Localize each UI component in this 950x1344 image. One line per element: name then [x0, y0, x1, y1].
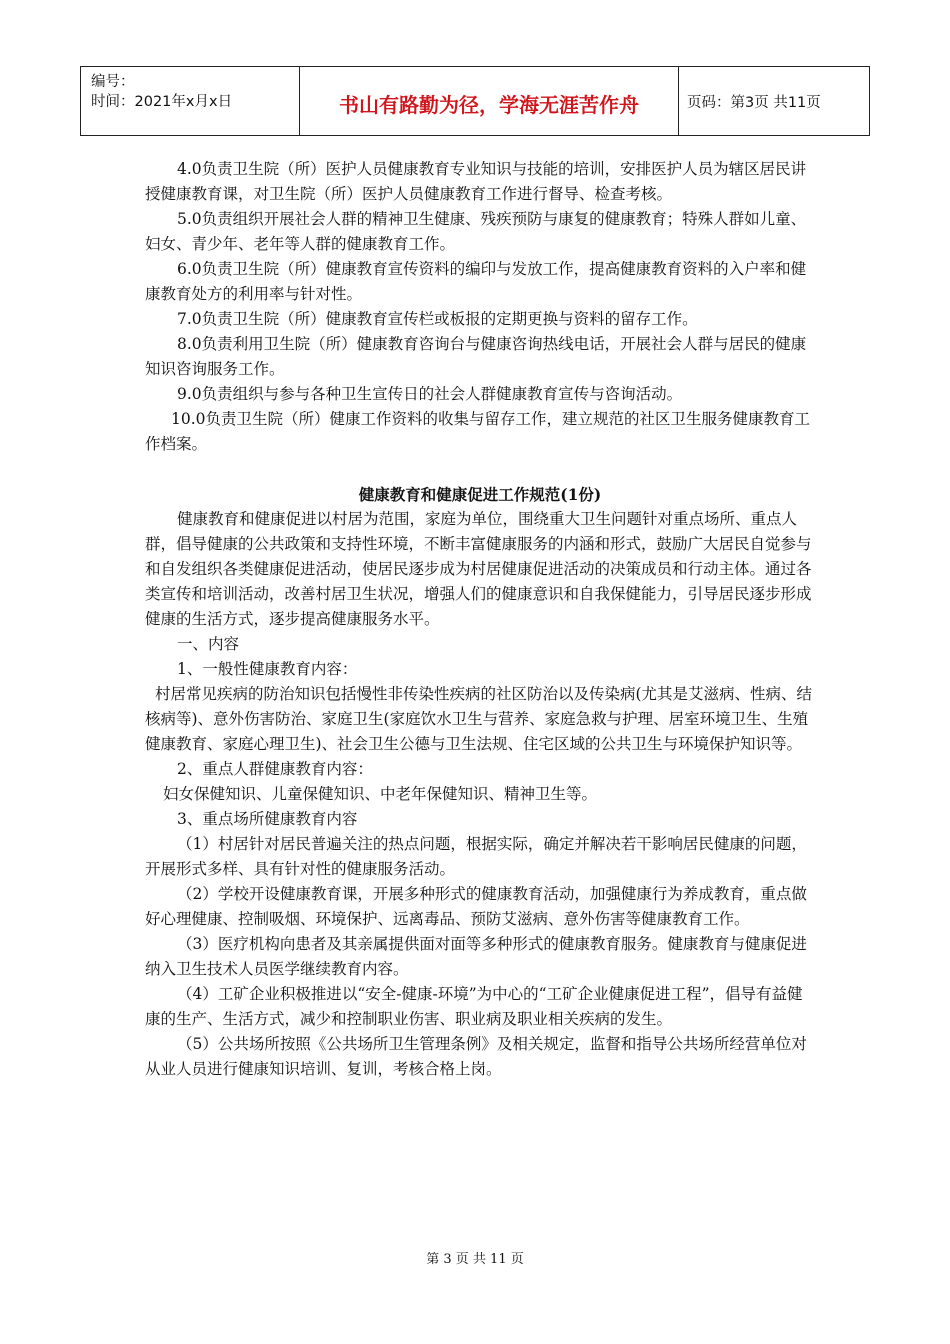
paragraph: 10.0负责卫生院（所）健康工作资料的收集与留存工作，建立规范的社区卫生服务健康教育工作档案。	[145, 410, 811, 453]
paragraph: 村居常见疾病的防治知识包括慢性非传染性疾病的社区防治以及传染病(尤其是艾滋病、性病、结核病等)、意外伤害防治、家庭卫生(家庭饮水卫生与营养、家庭急救与护理、居室环境卫生、生殖健康教育、家庭心理卫生)、社会卫生公德与卫生法规、住宅区域的公共卫生与环境保护知识等。	[145, 685, 813, 753]
paragraph: 7.0负责卫生院（所）健康教育宣传栏或板报的定期更换与资料的留存工作。	[177, 310, 698, 328]
paragraph: 4.0负责卫生院（所）医护人员健康教育专业知识与技能的培训，安排医护人员为辖区居民讲授健康教育课，对卫生院（所）医护人员健康教育工作进行督导、检查考核。	[145, 160, 807, 203]
paragraph: 9.0负责组织与参与各种卫生宣传日的社会人群健康教育宣传与咨询活动。	[177, 385, 683, 403]
document-header	[80, 66, 870, 136]
heading-content: 一、内容	[177, 635, 240, 653]
subheading: 3、重点场所健康教育内容	[177, 810, 358, 828]
paragraph: （2）学校开设健康教育课，开展多种形式的健康教育活动，加强健康行为养成教育，重点做好心理健康、控制吸烟、环境保护、远离毒品、预防艾滋病、意外伤害等健康教育工作。	[145, 885, 807, 928]
paragraph: 6.0负责卫生院（所）健康教育宣传资料的编印与发放工作，提高健康教育资料的入户率和健康教育处方的利用率与针对性。	[145, 260, 807, 303]
paragraph: （4）工矿企业积极推进以“安全-健康-环境”为中心的“工矿企业健康促进工程”，倡导有益健康的生产、生活方式，减少和控制职业伤害、职业病及职业相关疾病的发生。	[145, 985, 803, 1028]
subheading: 1、一般性健康教育内容：	[177, 660, 358, 678]
paragraph: （1）村居针对居民普遍关注的热点问题，根据实际，确定并解决若干影响居民健康的问题，开展形式多样、具有针对性的健康服务活动。	[145, 835, 807, 878]
paragraph: （5）公共场所按照《公共场所卫生管理条例》及相关规定，监督和指导公共场所经营单位对从业人员进行健康知识培训、复训，考核合格上岗。	[145, 1035, 807, 1078]
paragraph: 健康教育和健康促进以村居为范围，家庭为单位，围绕重大卫生问题针对重点场所、重点人群，倡导健康的公共政策和支持性环境，不断丰富健康服务的内涵和形式，鼓励广大居民自觉参与和自发组织各类健康促进活动，使居民逐步成为村居健康促进活动的决策成员和行动主体。通过各类宣传和培训活动，改善村居卫生状况，增强人们的健康意识和自我保健能力，引导居民逐步形成健康的生活方式，逐步提高健康服务水平。	[145, 510, 812, 628]
document-body	[145, 157, 815, 1082]
header-meta	[81, 67, 300, 135]
header-time: 时间：2021年x月x日	[91, 94, 233, 110]
paragraph: 5.0负责组织开展社会人群的精神卫生健康、残疾预防与康复的健康教育；特殊人群如儿童、妇女、青少年、老年等人群的健康教育工作。	[145, 210, 807, 253]
paragraph: 妇女保健知识、儿童保健知识、中老年保健知识、精神卫生等。	[163, 785, 598, 803]
paragraph: （3）医疗机构向患者及其亲属提供面对面等多种形式的健康教育服务。健康教育与健康促进纳入卫生技术人员医学继续教育内容。	[145, 935, 807, 978]
subheading: 2、重点人群健康教育内容：	[177, 760, 373, 778]
section-title: 健康教育和健康促进工作规范(1份)	[358, 485, 602, 504]
page-footer: 第 3 页 共 11 页	[426, 1252, 524, 1267]
header-page-label: 页码：第3页 共11页	[687, 94, 821, 111]
header-motto: 书山有路勤为径，学海无涯苦作舟	[300, 67, 679, 135]
paragraph: 8.0负责利用卫生院（所）健康教育咨询台与健康咨询热线电话，开展社会人群与居民的健康知识咨询服务工作。	[145, 335, 807, 378]
header-number: 编号：	[91, 74, 135, 90]
